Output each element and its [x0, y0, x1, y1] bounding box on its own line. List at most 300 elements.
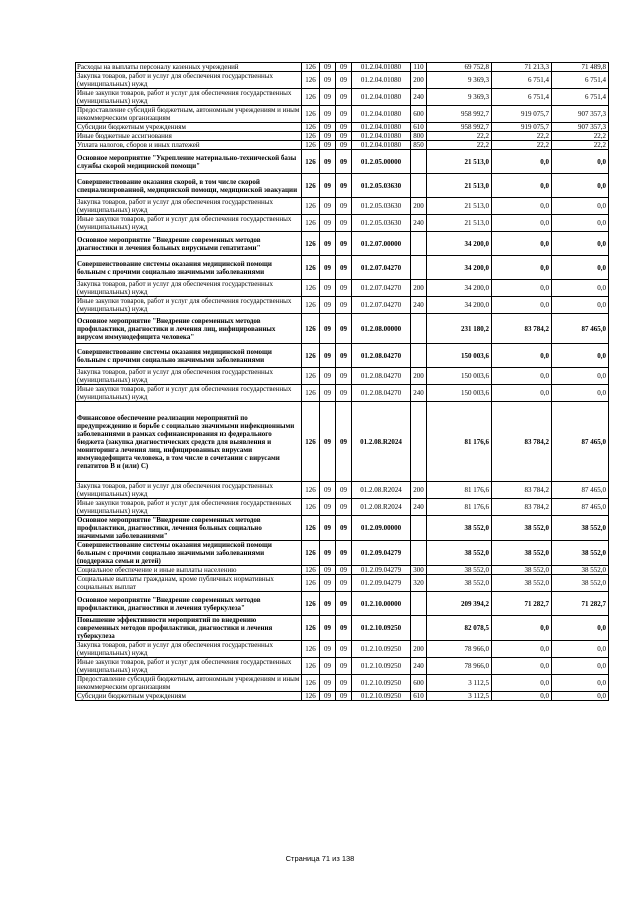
amount-year-3: 71 489,8 — [552, 63, 609, 72]
table-body — [76, 63, 609, 701]
amount-year-2: 83 784,2 — [492, 499, 552, 516]
amount-year-1: 38 552,0 — [427, 566, 492, 575]
row-name: Субсидии бюджетным учреждениям — [76, 692, 302, 701]
amount-year-2: 0,0 — [492, 256, 552, 280]
table-row — [76, 314, 609, 344]
subsection-code: 09 — [336, 402, 352, 482]
row-name: Основное мероприятие "Внедрение современных методов профилактики, диагностики, лечения больных социально значимыми заболеваниями" — [76, 516, 302, 541]
subsection-code: 09 — [336, 368, 352, 385]
expense-type-code — [411, 232, 427, 256]
section-code: 09 — [320, 541, 336, 566]
expense-type-code: 610 — [411, 692, 427, 701]
subsection-code: 09 — [336, 692, 352, 701]
target-article-code: 01.2.10.09250 — [352, 675, 411, 692]
row-name: Уплата налогов, сборов и иных платежей — [76, 141, 302, 150]
amount-year-3: 0,0 — [552, 641, 609, 658]
expense-type-code: 200 — [411, 198, 427, 215]
amount-year-1: 81 176,6 — [427, 402, 492, 482]
admin-code: 126 — [302, 675, 320, 692]
amount-year-3: 38 552,0 — [552, 566, 609, 575]
amount-year-3: 6 751,4 — [552, 72, 609, 89]
expense-type-code — [411, 541, 427, 566]
expense-type-code — [411, 616, 427, 641]
section-code: 09 — [320, 106, 336, 123]
admin-code: 126 — [302, 385, 320, 402]
amount-year-2: 38 552,0 — [492, 541, 552, 566]
subsection-code: 09 — [336, 132, 352, 141]
table-row — [76, 72, 609, 89]
amount-year-3: 0,0 — [552, 174, 609, 198]
target-article-code: 01.2.05.03630 — [352, 215, 411, 232]
amount-year-1: 38 552,0 — [427, 541, 492, 566]
row-name: Субсидии бюджетным учреждениям — [76, 123, 302, 132]
table-row — [76, 516, 609, 541]
amount-year-2: 0,0 — [492, 692, 552, 701]
section-code: 09 — [320, 280, 336, 297]
section-code: 09 — [320, 566, 336, 575]
admin-code: 126 — [302, 297, 320, 314]
table-row — [76, 675, 609, 692]
target-article-code: 01.2.09.04279 — [352, 541, 411, 566]
table-row — [76, 89, 609, 106]
expense-type-code: 240 — [411, 499, 427, 516]
amount-year-1: 38 552,0 — [427, 575, 492, 592]
subsection-code: 09 — [336, 516, 352, 541]
amount-year-2: 22,2 — [492, 141, 552, 150]
row-name: Социальные выплаты гражданам, кроме публичных нормативных социальных выплат — [76, 575, 302, 592]
amount-year-2: 6 751,4 — [492, 72, 552, 89]
amount-year-1: 21 513,0 — [427, 215, 492, 232]
amount-year-2: 0,0 — [492, 641, 552, 658]
section-code: 09 — [320, 368, 336, 385]
row-name: Основное мероприятие "Внедрение современных методов диагностики и лечения больных вирусными гепатитами" — [76, 232, 302, 256]
amount-year-1: 150 003,6 — [427, 344, 492, 368]
subsection-code: 09 — [336, 141, 352, 150]
row-name: Закупка товаров, работ и услуг для обеспечения государственных (муниципальных) нужд — [76, 198, 302, 215]
admin-code: 126 — [302, 72, 320, 89]
admin-code: 126 — [302, 482, 320, 499]
amount-year-2: 919 075,7 — [492, 106, 552, 123]
amount-year-3: 87 465,0 — [552, 499, 609, 516]
table-row — [76, 499, 609, 516]
budget-table — [75, 62, 609, 701]
amount-year-3: 0,0 — [552, 150, 609, 174]
amount-year-2: 0,0 — [492, 385, 552, 402]
table-row — [76, 658, 609, 675]
target-article-code: 01.2.05.00000 — [352, 150, 411, 174]
amount-year-1: 9 369,3 — [427, 72, 492, 89]
admin-code: 126 — [302, 402, 320, 482]
section-code: 09 — [320, 314, 336, 344]
target-article-code: 01.2.10.09250 — [352, 616, 411, 641]
expense-type-code — [411, 314, 427, 344]
row-name: Основное мероприятие "Внедрение современных методов профилактики, диагностики и лечения туберкулеза" — [76, 592, 302, 616]
admin-code: 126 — [302, 692, 320, 701]
admin-code: 126 — [302, 344, 320, 368]
amount-year-2: 919 075,7 — [492, 123, 552, 132]
section-code: 09 — [320, 616, 336, 641]
subsection-code: 09 — [336, 215, 352, 232]
amount-year-2: 83 784,2 — [492, 314, 552, 344]
subsection-code: 09 — [336, 198, 352, 215]
expense-type-code — [411, 150, 427, 174]
subsection-code: 09 — [336, 106, 352, 123]
amount-year-1: 78 966,0 — [427, 658, 492, 675]
amount-year-2: 0,0 — [492, 368, 552, 385]
table-row — [76, 344, 609, 368]
target-article-code: 01.2.04.01080 — [352, 89, 411, 106]
expense-type-code: 240 — [411, 658, 427, 675]
amount-year-2: 0,0 — [492, 675, 552, 692]
amount-year-2: 0,0 — [492, 616, 552, 641]
subsection-code: 09 — [336, 499, 352, 516]
subsection-code: 09 — [336, 592, 352, 616]
target-article-code: 01.2.08.R2024 — [352, 402, 411, 482]
amount-year-3: 71 282,7 — [552, 592, 609, 616]
expense-type-code: 320 — [411, 575, 427, 592]
amount-year-1: 82 078,5 — [427, 616, 492, 641]
expense-type-code: 200 — [411, 280, 427, 297]
subsection-code: 09 — [336, 150, 352, 174]
subsection-code: 09 — [336, 232, 352, 256]
expense-type-code: 240 — [411, 385, 427, 402]
table-row — [76, 402, 609, 482]
expense-type-code: 850 — [411, 141, 427, 150]
row-name: Совершенствование оказания скорой, в том числе скорой специализированной, медицинской помощи, медицинской эвакуации — [76, 174, 302, 198]
row-name: Иные закупки товаров, работ и услуг для обеспечения государственных (муниципальных) нужд — [76, 89, 302, 106]
table-row — [76, 297, 609, 314]
section-code: 09 — [320, 482, 336, 499]
amount-year-3: 0,0 — [552, 675, 609, 692]
amount-year-2: 71 213,3 — [492, 63, 552, 72]
expense-type-code: 240 — [411, 297, 427, 314]
subsection-code: 09 — [336, 72, 352, 89]
target-article-code: 01.2.10.00000 — [352, 592, 411, 616]
subsection-code: 09 — [336, 174, 352, 198]
amount-year-2: 22,2 — [492, 132, 552, 141]
target-article-code: 01.2.08.04270 — [352, 385, 411, 402]
amount-year-3: 0,0 — [552, 368, 609, 385]
subsection-code: 09 — [336, 63, 352, 72]
amount-year-2: 0,0 — [492, 174, 552, 198]
amount-year-3: 6 751,4 — [552, 89, 609, 106]
amount-year-2: 83 784,2 — [492, 482, 552, 499]
amount-year-2: 6 751,4 — [492, 89, 552, 106]
amount-year-3: 907 357,3 — [552, 106, 609, 123]
table-row — [76, 641, 609, 658]
subsection-code: 09 — [336, 566, 352, 575]
amount-year-1: 958 992,7 — [427, 123, 492, 132]
row-name: Основное мероприятие "Внедрение современных методов профилактики, диагностики и лечения лиц, инфицированных вирусом иммунодефицита человека" — [76, 314, 302, 344]
section-code: 09 — [320, 232, 336, 256]
amount-year-3: 0,0 — [552, 198, 609, 215]
amount-year-3: 22,2 — [552, 132, 609, 141]
table-row — [76, 482, 609, 499]
table-row — [76, 368, 609, 385]
subsection-code: 09 — [336, 123, 352, 132]
row-name: Иные закупки товаров, работ и услуг для обеспечения государственных (муниципальных) нужд — [76, 215, 302, 232]
amount-year-1: 150 003,6 — [427, 368, 492, 385]
amount-year-1: 150 003,6 — [427, 385, 492, 402]
subsection-code: 09 — [336, 482, 352, 499]
expense-type-code: 240 — [411, 89, 427, 106]
amount-year-1: 21 513,0 — [427, 174, 492, 198]
amount-year-1: 34 200,0 — [427, 232, 492, 256]
amount-year-1: 3 112,5 — [427, 692, 492, 701]
row-name: Совершенствование системы оказания медицинской помощи больным с прочими социально значимыми заболеваниями — [76, 256, 302, 280]
amount-year-1: 231 180,2 — [427, 314, 492, 344]
row-name: Закупка товаров, работ и услуг для обеспечения государственных (муниципальных) нужд — [76, 482, 302, 499]
section-code: 09 — [320, 256, 336, 280]
section-code: 09 — [320, 297, 336, 314]
amount-year-3: 38 552,0 — [552, 516, 609, 541]
amount-year-1: 78 966,0 — [427, 641, 492, 658]
section-code: 09 — [320, 198, 336, 215]
amount-year-1: 69 752,8 — [427, 63, 492, 72]
row-name: Финансовое обеспечение реализации мероприятий по предупреждению и борьбе с социально значимыми инфекционными заболеваниями в рамках софинансирования из федерального бюджета (закупка диагностических средств для выявления и мониторинга лечения лиц, инфицированных вирусами иммунодефицита человека, в том числе в сочетании с вирусами гепатитов В и (или) С) — [76, 402, 302, 482]
table-row — [76, 692, 609, 701]
section-code: 09 — [320, 215, 336, 232]
amount-year-3: 0,0 — [552, 692, 609, 701]
target-article-code: 01.2.04.01080 — [352, 72, 411, 89]
section-code: 09 — [320, 385, 336, 402]
amount-year-2: 71 282,7 — [492, 592, 552, 616]
expense-type-code: 800 — [411, 132, 427, 141]
amount-year-3: 0,0 — [552, 616, 609, 641]
subsection-code: 09 — [336, 385, 352, 402]
table-row — [76, 132, 609, 141]
target-article-code: 01.2.04.01080 — [352, 123, 411, 132]
admin-code: 126 — [302, 280, 320, 297]
row-name: Закупка товаров, работ и услуг для обеспечения государственных (муниципальных) нужд — [76, 280, 302, 297]
target-article-code: 01.2.08.R2024 — [352, 482, 411, 499]
row-name: Совершенствование системы оказания медицинской помощи больным с прочими социально значимыми заболеваниями (поддержка семьи и детей) — [76, 541, 302, 566]
section-code: 09 — [320, 174, 336, 198]
table-row — [76, 150, 609, 174]
table-row — [76, 174, 609, 198]
amount-year-3: 907 357,3 — [552, 123, 609, 132]
amount-year-1: 21 513,0 — [427, 198, 492, 215]
target-article-code: 01.2.05.03630 — [352, 174, 411, 198]
amount-year-3: 0,0 — [552, 297, 609, 314]
subsection-code: 09 — [336, 280, 352, 297]
subsection-code: 09 — [336, 256, 352, 280]
admin-code: 126 — [302, 215, 320, 232]
section-code: 09 — [320, 658, 336, 675]
section-code: 09 — [320, 132, 336, 141]
amount-year-3: 0,0 — [552, 232, 609, 256]
target-article-code: 01.2.09.04279 — [352, 575, 411, 592]
admin-code: 126 — [302, 566, 320, 575]
amount-year-3: 0,0 — [552, 215, 609, 232]
expense-type-code — [411, 344, 427, 368]
table-row — [76, 198, 609, 215]
subsection-code: 09 — [336, 675, 352, 692]
target-article-code: 01.2.04.01080 — [352, 132, 411, 141]
page-number: Страница 71 из 138 — [285, 854, 355, 863]
table-row — [76, 123, 609, 132]
expense-type-code: 600 — [411, 106, 427, 123]
section-code: 09 — [320, 72, 336, 89]
admin-code: 126 — [302, 150, 320, 174]
subsection-code: 09 — [336, 616, 352, 641]
row-name: Иные закупки товаров, работ и услуг для обеспечения государственных (муниципальных) нужд — [76, 385, 302, 402]
section-code: 09 — [320, 123, 336, 132]
amount-year-2: 38 552,0 — [492, 575, 552, 592]
subsection-code: 09 — [336, 314, 352, 344]
row-name: Социальное обеспечение и иные выплаты населению — [76, 566, 302, 575]
admin-code: 126 — [302, 575, 320, 592]
admin-code: 126 — [302, 368, 320, 385]
admin-code: 126 — [302, 314, 320, 344]
admin-code: 126 — [302, 641, 320, 658]
target-article-code: 01.2.07.04270 — [352, 256, 411, 280]
admin-code: 126 — [302, 592, 320, 616]
section-code: 09 — [320, 692, 336, 701]
row-name: Основное мероприятие "Укрепление материально-технической базы службы скорой медицинской помощи" — [76, 150, 302, 174]
amount-year-1: 38 552,0 — [427, 516, 492, 541]
admin-code: 126 — [302, 63, 320, 72]
amount-year-1: 34 200,0 — [427, 256, 492, 280]
table-row — [76, 616, 609, 641]
row-name: Иные закупки товаров, работ и услуг для обеспечения государственных (муниципальных) нужд — [76, 297, 302, 314]
section-code: 09 — [320, 89, 336, 106]
expense-type-code: 200 — [411, 482, 427, 499]
table-row — [76, 256, 609, 280]
table-row — [76, 280, 609, 297]
target-article-code: 01.2.04.01080 — [352, 141, 411, 150]
section-code: 09 — [320, 141, 336, 150]
amount-year-3: 0,0 — [552, 344, 609, 368]
target-article-code: 01.2.07.04270 — [352, 297, 411, 314]
admin-code: 126 — [302, 106, 320, 123]
row-name: Закупка товаров, работ и услуг для обеспечения государственных (муниципальных) нужд — [76, 72, 302, 89]
expense-type-code: 200 — [411, 641, 427, 658]
table-row — [76, 232, 609, 256]
row-name: Совершенствование системы оказания медицинской помощи больным с прочими социально значимыми заболеваниями — [76, 344, 302, 368]
amount-year-3: 22,2 — [552, 141, 609, 150]
expense-type-code: 240 — [411, 215, 427, 232]
section-code: 09 — [320, 150, 336, 174]
table-row — [76, 385, 609, 402]
subsection-code: 09 — [336, 541, 352, 566]
amount-year-1: 81 176,6 — [427, 499, 492, 516]
amount-year-1: 21 513,0 — [427, 150, 492, 174]
target-article-code: 01.2.04.01080 — [352, 106, 411, 123]
expense-type-code: 200 — [411, 368, 427, 385]
amount-year-3: 87 465,0 — [552, 402, 609, 482]
admin-code: 126 — [302, 141, 320, 150]
target-article-code: 01.2.04.01080 — [352, 63, 411, 72]
amount-year-2: 83 784,2 — [492, 402, 552, 482]
expense-type-code — [411, 516, 427, 541]
admin-code: 126 — [302, 89, 320, 106]
amount-year-1: 22,2 — [427, 132, 492, 141]
target-article-code: 01.2.10.09250 — [352, 658, 411, 675]
amount-year-3: 87 465,0 — [552, 314, 609, 344]
table-row — [76, 63, 609, 72]
table-row — [76, 541, 609, 566]
amount-year-3: 38 552,0 — [552, 575, 609, 592]
admin-code: 126 — [302, 198, 320, 215]
section-code: 09 — [320, 575, 336, 592]
row-name: Предоставление субсидий бюджетным, автономным учреждениям и иным некоммерческим организациям — [76, 106, 302, 123]
amount-year-2: 0,0 — [492, 280, 552, 297]
row-name: Закупка товаров, работ и услуг для обеспечения государственных (муниципальных) нужд — [76, 368, 302, 385]
amount-year-1: 958 992,7 — [427, 106, 492, 123]
amount-year-2: 0,0 — [492, 198, 552, 215]
expense-type-code: 600 — [411, 675, 427, 692]
section-code: 09 — [320, 499, 336, 516]
subsection-code: 09 — [336, 89, 352, 106]
target-article-code: 01.2.10.09250 — [352, 641, 411, 658]
amount-year-2: 0,0 — [492, 344, 552, 368]
target-article-code: 01.2.08.00000 — [352, 314, 411, 344]
section-code: 09 — [320, 344, 336, 368]
table-row — [76, 106, 609, 123]
admin-code: 126 — [302, 541, 320, 566]
target-article-code: 01.2.07.04270 — [352, 280, 411, 297]
amount-year-1: 34 200,0 — [427, 280, 492, 297]
target-article-code: 01.2.07.00000 — [352, 232, 411, 256]
amount-year-3: 0,0 — [552, 658, 609, 675]
expense-type-code — [411, 174, 427, 198]
admin-code: 126 — [302, 616, 320, 641]
section-code: 09 — [320, 516, 336, 541]
amount-year-1: 81 176,6 — [427, 482, 492, 499]
row-name: Расходы на выплаты персоналу казенных учреждений — [76, 63, 302, 72]
target-article-code: 01.2.08.04270 — [352, 344, 411, 368]
expense-type-code: 110 — [411, 63, 427, 72]
amount-year-3: 0,0 — [552, 280, 609, 297]
row-name: Иные закупки товаров, работ и услуг для обеспечения государственных (муниципальных) нужд — [76, 658, 302, 675]
admin-code: 126 — [302, 516, 320, 541]
amount-year-3: 38 552,0 — [552, 541, 609, 566]
subsection-code: 09 — [336, 658, 352, 675]
amount-year-2: 0,0 — [492, 150, 552, 174]
subsection-code: 09 — [336, 575, 352, 592]
row-name: Иные закупки товаров, работ и услуг для обеспечения государственных (муниципальных) нужд — [76, 499, 302, 516]
target-article-code: 01.2.08.R2024 — [352, 499, 411, 516]
section-code: 09 — [320, 63, 336, 72]
target-article-code: 01.2.10.09250 — [352, 692, 411, 701]
target-article-code: 01.2.09.04279 — [352, 566, 411, 575]
amount-year-2: 0,0 — [492, 215, 552, 232]
amount-year-3: 87 465,0 — [552, 482, 609, 499]
subsection-code: 09 — [336, 641, 352, 658]
admin-code: 126 — [302, 232, 320, 256]
amount-year-1: 34 200,0 — [427, 297, 492, 314]
target-article-code: 01.2.05.03630 — [352, 198, 411, 215]
row-name: Закупка товаров, работ и услуг для обеспечения государственных (муниципальных) нужд — [76, 641, 302, 658]
amount-year-1: 209 394,2 — [427, 592, 492, 616]
target-article-code: 01.2.08.04270 — [352, 368, 411, 385]
amount-year-2: 38 552,0 — [492, 566, 552, 575]
amount-year-1: 3 112,5 — [427, 675, 492, 692]
amount-year-3: 0,0 — [552, 385, 609, 402]
amount-year-2: 38 552,0 — [492, 516, 552, 541]
admin-code: 126 — [302, 658, 320, 675]
admin-code: 126 — [302, 174, 320, 198]
section-code: 09 — [320, 675, 336, 692]
table-row — [76, 575, 609, 592]
admin-code: 126 — [302, 256, 320, 280]
table-row — [76, 215, 609, 232]
section-code: 09 — [320, 402, 336, 482]
table-row — [76, 141, 609, 150]
amount-year-1: 22,2 — [427, 141, 492, 150]
section-code: 09 — [320, 592, 336, 616]
